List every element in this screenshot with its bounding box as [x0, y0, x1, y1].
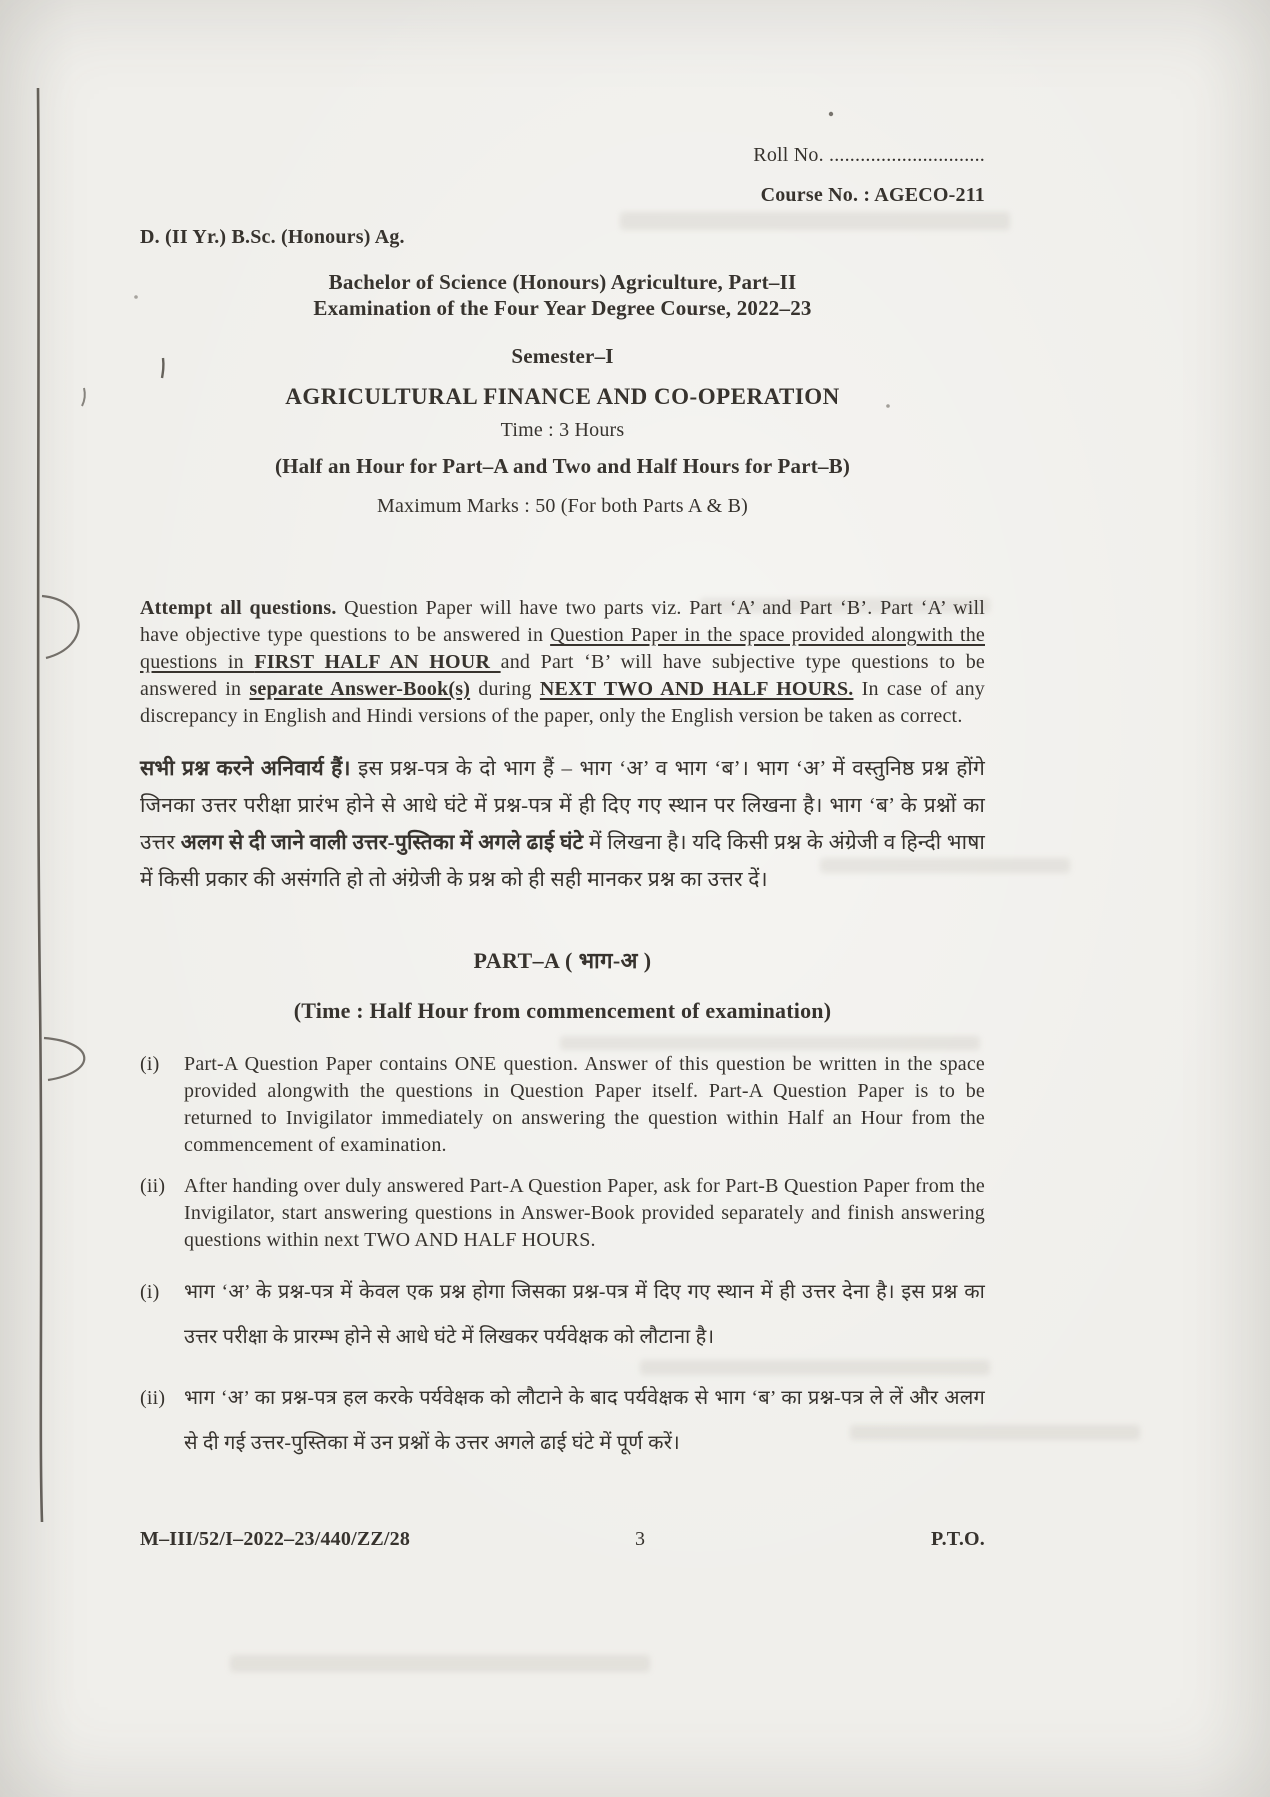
list-item: [140, 1270, 985, 1360]
program-line: D. (II Yr.) B.Sc. (Honours) Ag.: [140, 226, 405, 248]
list-item: [140, 1376, 985, 1466]
paper-code: M–III/52/I–2022–23/440/ZZ/28: [140, 1528, 411, 1550]
instr-en-next-hours: NEXT TWO AND HALF HOURS.: [539, 678, 854, 700]
instr-en-text: during: [470, 678, 540, 700]
list-item-text: After handing over duly answered Part-A Question Paper, ask for Part-B Question Paper from the Invigilator, start answering questions in Answer-Book provided separately and finish answering questions within next TWO AND HALF HOURS.: [184, 1175, 985, 1251]
instr-hi-text: में लिखना है। यदि किसी प्रश्न के अंग्रेजी व हिन्दी भाषा में किसी प्रकार की असंगति हो तो अंग्रेजी के प्रश्न को ही सही मानकर प्रश्न का उत्तर दें।: [140, 830, 985, 891]
instr-en-text: In case of any discrepancy in English and Hindi versions of the paper, only the English version be taken as correct.: [140, 678, 985, 727]
duration-split-note: (Half an Hour for Part–A and Two and Half Hours for Part–B): [274, 454, 851, 478]
page-number: 3: [635, 1528, 646, 1550]
instructions-hindi: [140, 750, 985, 898]
part-a-instruction-list: [140, 1051, 985, 1466]
list-item-text: Part-A Question Paper contains ONE question. Answer of this question be written in the space provided alongwith the questions in Question Paper itself. Part-A Question Paper is to be returned to Invigilator immediately on answering the question within Half an Hour from the commencement of examination.: [184, 1053, 985, 1156]
course-no: Course No. : AGECO-211: [760, 184, 985, 206]
instr-en-attempt: Attempt all questions.: [140, 597, 337, 619]
instr-hi-bold: सभी प्रश्न करने अनिवार्य हैं।: [140, 756, 351, 780]
list-item-number: (i): [140, 1281, 160, 1303]
roll-no-field: [140, 143, 985, 167]
page-footer: [140, 1528, 985, 1554]
pto-label: P.T.O.: [931, 1528, 985, 1550]
part-a-heading: PART–A ( भाग-अ ): [473, 948, 652, 973]
instr-en-text: Question Paper will have two parts viz. Part ‘A’ and Part ‘B’. Part ‘A’ will have objective type questions to be answered in: [140, 597, 985, 646]
instructions-english: [140, 595, 985, 730]
exam-title: [140, 269, 985, 321]
instr-en-first-half-hour: FIRST HALF AN HOUR: [254, 651, 501, 673]
instr-en-underlined: Question Paper in the space provided alongwith the questions in: [140, 624, 985, 673]
exam-title-line1: Bachelor of Science (Honours) Agriculture, Part–II: [328, 270, 797, 294]
list-item-text: भाग ‘अ’ के प्रश्न-पत्र में केवल एक प्रश्न होगा जिसका प्रश्न-पत्र में दिए गए स्थान में ही उत्तर देना है। इस प्रश्न का उत्तर परीक्षा के प्रारम्भ होने से आधे घंटे में लिखकर पर्यवेक्षक को लौटाना है।: [184, 1281, 985, 1348]
roll-no-label: Roll No. ..............................: [753, 144, 985, 166]
list-item-number: (ii): [140, 1175, 166, 1197]
bleed-through-artifact: [230, 1655, 650, 1672]
time-allowed: Time : 3 Hours: [500, 419, 625, 441]
exam-title-line2: Examination of the Four Year Degree Course, 2022–23: [313, 296, 812, 320]
list-item: [140, 1051, 985, 1159]
list-item-text: भाग ‘अ’ का प्रश्न-पत्र हल करके पर्यवेक्षक को लौटाने के बाद पर्यवेक्षक से भाग ‘ब’ का प्रश्न-पत्र ले लें और अलग से दी गई उत्तर-पुस्तिका में उन प्रश्नों के उत्तर अगले ढाई घंटे में पूर्ण करें।: [184, 1387, 985, 1454]
maximum-marks: Maximum Marks : 50 (For both Parts A & B): [377, 495, 748, 517]
instr-hi-bold: अलग से दी जाने वाली उत्तर-पुस्तिका में अगले ढाई घंटे: [180, 830, 584, 854]
instr-hi-text: इस प्रश्न-पत्र के दो भाग हैं – भाग ‘अ’ व भाग ‘ब’। भाग ‘अ’ में वस्तुनिष्ठ प्रश्न होंगे जिनका उत्तर परीक्षा प्रारंभ होने से आधे घंटे में प्रश्न-पत्र में ही दिए गए स्थान पर लिखना है। भाग ‘ब’ के प्रश्नों का उत्तर: [140, 756, 986, 854]
list-item-number: (i): [140, 1053, 160, 1075]
part-a-time-note: (Time : Half Hour from commencement of examination): [293, 998, 832, 1023]
instr-en-text: and Part ‘B’ will have subjective type questions to be answered in: [140, 651, 985, 700]
semester-heading: Semester–I: [511, 344, 614, 368]
instr-en-answer-books: separate Answer-Book(s): [249, 678, 471, 700]
subject-heading: AGRICULTURAL FINANCE AND CO-OPERATION: [285, 384, 840, 409]
list-item: [140, 1173, 985, 1254]
list-item-number: (ii): [140, 1387, 166, 1409]
